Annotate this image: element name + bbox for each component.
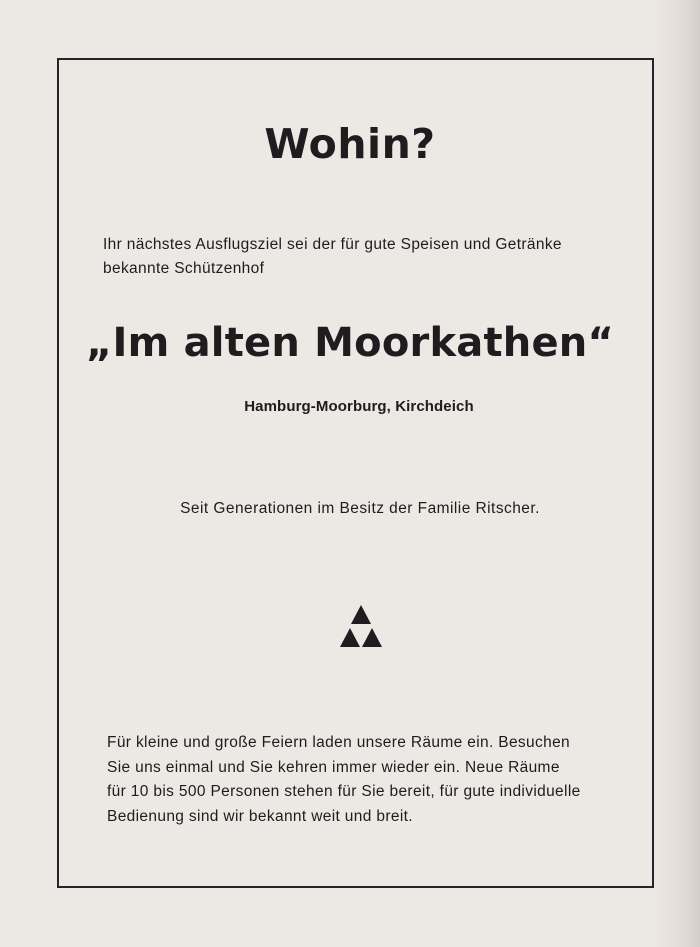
venue-address: Hamburg-Moorburg, Kirchdeich <box>244 398 474 415</box>
intro-line: bekannte Schützenhof <box>103 260 265 277</box>
triforce-triangles-icon <box>339 605 383 651</box>
closing-line: für 10 bis 500 Personen stehen für Sie bereit, für gute individuelle <box>107 783 581 801</box>
headline: Wohin? <box>264 120 436 168</box>
intro-text <box>103 233 623 281</box>
closing-line: Bedienung sind wir bekannt weit und breit. <box>107 808 413 826</box>
closing-line: Sie uns einmal und Sie kehren immer wieder ein. Neue Räume <box>107 758 560 776</box>
closing-line: Für kleine und große Feiern laden unsere Räume ein. Besuchen <box>107 734 571 751</box>
closing-text <box>107 731 622 830</box>
owner-note: Seit Generationen im Besitz der Familie Ritscher. <box>180 500 540 517</box>
intro-line: Ihr nächstes Ausflugsziel sei der für gute Speisen und Getränke <box>103 236 562 253</box>
venue-name: „Im alten Moorkathen“ <box>86 320 614 366</box>
